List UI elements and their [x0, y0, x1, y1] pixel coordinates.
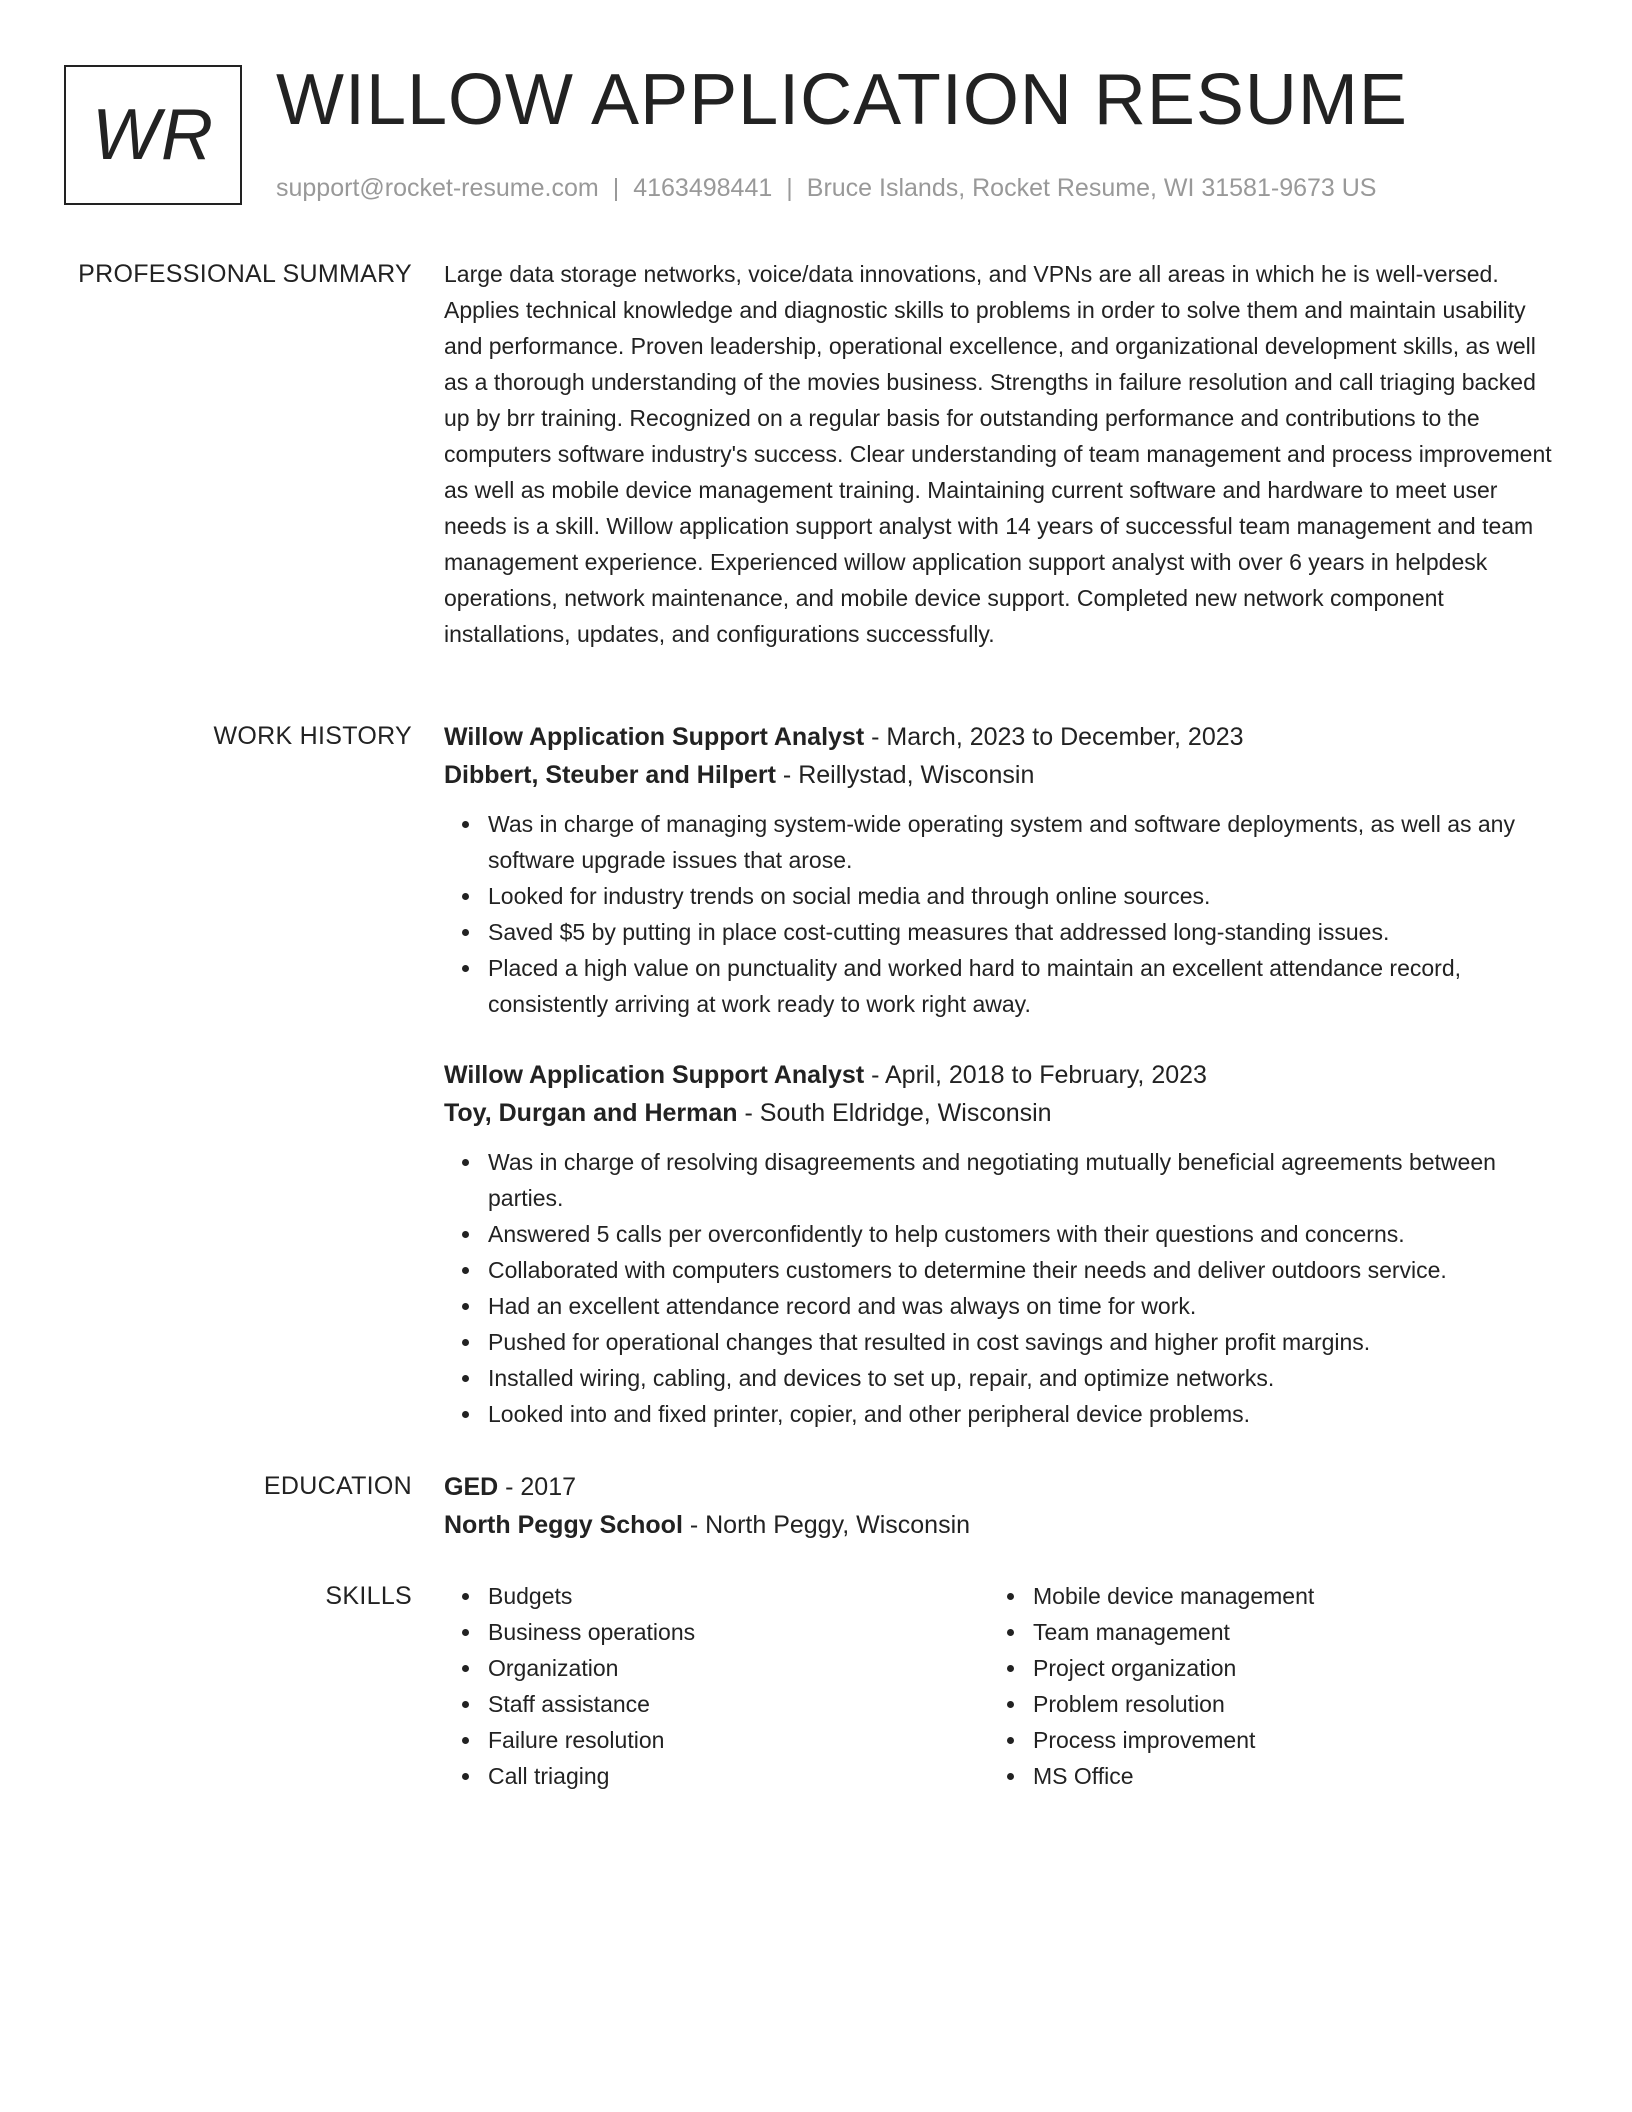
skill-item: Business operations [488, 1614, 989, 1650]
job-company-line [444, 756, 1554, 794]
summary-heading: PROFESSIONAL SUMMARY [78, 260, 412, 288]
job-company-line [444, 1094, 1554, 1132]
job-company: Dibbert, Steuber and Hilpert [444, 761, 776, 789]
job-bullet: Had an excellent attendance record and was always on time for work. [488, 1288, 1554, 1324]
summary-body [444, 256, 1554, 652]
skill-item: Team management [1033, 1614, 1534, 1650]
school-name: North Peggy School [444, 1511, 683, 1539]
job-bullets [444, 1144, 1554, 1432]
job-bullet: Was in charge of managing system-wide operating system and software deployments, as well as any software upgrade issues that arose. [488, 806, 1554, 878]
contact-address: Bruce Islands, Rocket Resume, WI 31581-9673 US [806, 174, 1377, 202]
education-heading: EDUCATION [263, 1472, 412, 1500]
job-location: - South Eldridge, Wisconsin [737, 1099, 1052, 1127]
skill-item: MS Office [1033, 1758, 1534, 1794]
job-bullet: Pushed for operational changes that resulted in cost savings and higher profit margins. [488, 1324, 1554, 1360]
skill-item: Budgets [488, 1578, 989, 1614]
skill-item: Organization [488, 1650, 989, 1686]
work-history-body [444, 718, 1554, 1432]
school-line [444, 1506, 1554, 1544]
skills-column-right [989, 1578, 1534, 1794]
skill-item: Call triaging [488, 1758, 989, 1794]
skill-item: Failure resolution [488, 1722, 989, 1758]
job-dates: - April, 2018 to February, 2023 [864, 1061, 1207, 1089]
skills-columns [444, 1578, 1554, 1794]
school-location: - North Peggy, Wisconsin [682, 1511, 971, 1539]
job-bullet: Placed a high value on punctuality and worked hard to maintain an excellent attendance record, consistently arriving at work ready to work right away. [488, 950, 1554, 1022]
job-location: - Reillystad, Wisconsin [775, 761, 1035, 789]
skill-item: Project organization [1033, 1650, 1534, 1686]
job-bullet: Installed wiring, cabling, and devices to set up, repair, and optimize networks. [488, 1360, 1554, 1396]
job-title: Willow Application Support Analyst [444, 1061, 865, 1089]
degree-name: GED [444, 1473, 499, 1501]
job-dates: - March, 2023 to December, 2023 [864, 723, 1244, 751]
job-bullet: Looked into and fixed printer, copier, and other peripheral device problems. [488, 1396, 1554, 1432]
skill-item: Problem resolution [1033, 1686, 1534, 1722]
skills-list [989, 1578, 1534, 1794]
degree-line [444, 1468, 1554, 1506]
contact-line [276, 172, 1376, 204]
job-title: Willow Application Support Analyst [444, 723, 865, 751]
skill-item: Staff assistance [488, 1686, 989, 1722]
contact-phone[interactable]: 4163498441 [633, 174, 773, 202]
job-bullet: Looked for industry trends on social media and through online sources. [488, 878, 1554, 914]
job-bullet: Saved $5 by putting in place cost-cutting measures that addressed long-standing issues. [488, 914, 1554, 950]
skills-heading: SKILLS [325, 1582, 412, 1610]
skills-list [444, 1578, 989, 1794]
job-bullet: Answered 5 calls per overconfidently to help customers with their questions and concerns. [488, 1216, 1554, 1252]
contact-email[interactable]: support@rocket-resume.com [276, 174, 599, 202]
degree-year: - 2017 [498, 1473, 577, 1501]
job-bullet: Collaborated with computers customers to determine their needs and deliver outdoors service. [488, 1252, 1554, 1288]
job-company: Toy, Durgan and Herman [444, 1099, 738, 1127]
skill-item: Mobile device management [1033, 1578, 1534, 1614]
job-bullet: Was in charge of resolving disagreements and negotiating mutually beneficial agreements between parties. [488, 1144, 1554, 1216]
contact-separator: | [612, 174, 620, 202]
contact-separator: | [786, 174, 793, 202]
job-entry [444, 1056, 1554, 1432]
monogram-badge: WR [64, 65, 242, 205]
skill-item: Process improvement [1033, 1722, 1534, 1758]
skills-column-left [444, 1578, 989, 1794]
job-bullets [444, 806, 1554, 1022]
job-title-line [444, 718, 1554, 756]
job-entry [444, 718, 1554, 1022]
summary-text: Large data storage networks, voice/data innovations, and VPNs are all areas in which he is well-versed. Applies technical knowledge and diagnostic skills to problems in order to solve them and maintain usability and performance. Proven leadership, operational excellence, and organizational development skills, as well as a thorough understanding of the movies business. Strengths in failure resolution and call triaging backed up by brr training. Recognized on a regular basis for outstanding performance and contributions to the computers software industry's success. Clear understanding of team management and process improvement as well as mobile device management training. Maintaining current software and hardware to meet user needs is a skill. Willow application support analyst with 14 years of successful team management and team management experience. Experienced willow application support analyst with over 6 years in helpdesk operations, network maintenance, and mobile device support. Completed new network component installations, updates, and configurations successfully. [444, 261, 1552, 647]
job-title-line [444, 1056, 1554, 1094]
work-history-heading: WORK HISTORY [213, 722, 412, 750]
resume-title: WILLOW APPLICATION RESUME [276, 60, 1408, 140]
education-body [444, 1468, 1554, 1544]
skills-body [444, 1578, 1554, 1794]
